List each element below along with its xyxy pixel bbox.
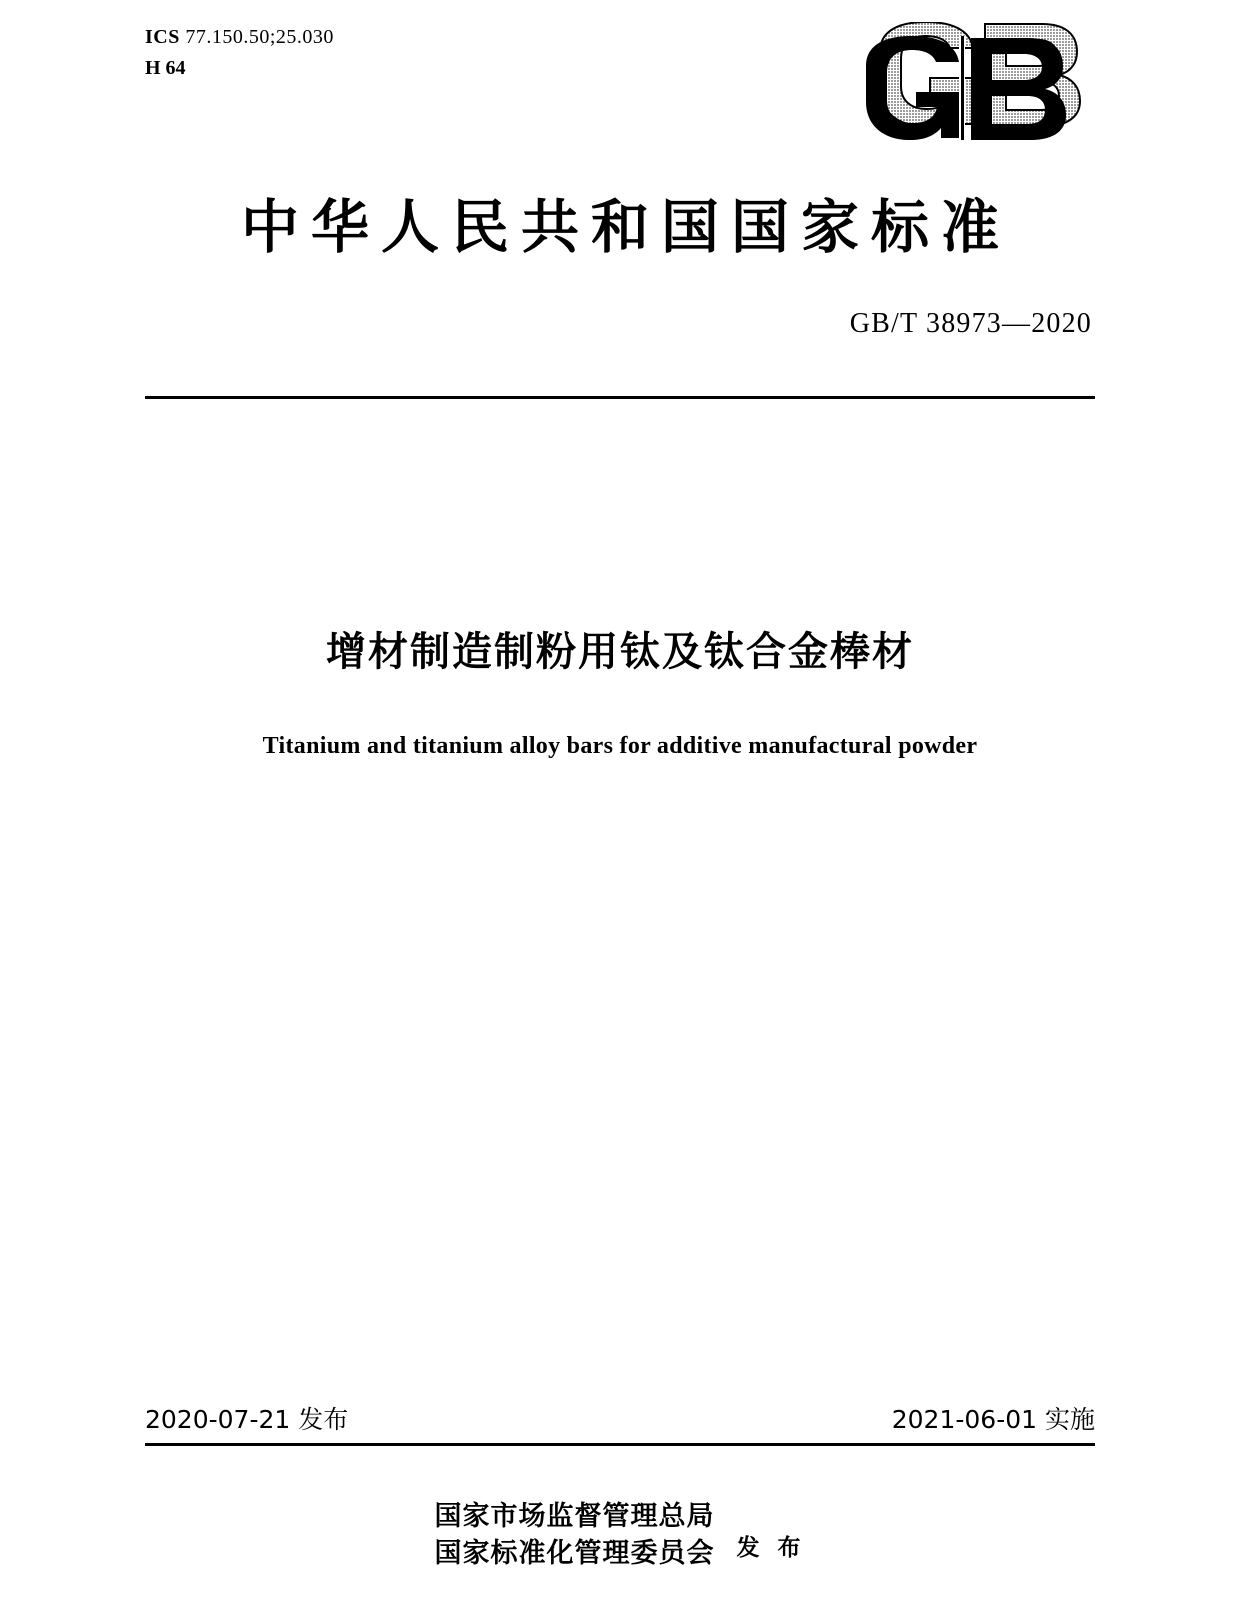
publisher-org-line-1: 国家市场监督管理总局 xyxy=(434,1501,715,1532)
publisher-block xyxy=(0,1498,1240,1573)
classification-code: H 64 xyxy=(145,57,186,79)
publisher-organizations xyxy=(434,1498,714,1573)
national-standard-title: 中华人民共和国国家标准 xyxy=(240,193,1011,261)
document-title-english: Titanium and titanium alloy bars for additive manufactural powder xyxy=(262,733,978,759)
header-divider xyxy=(145,396,1095,399)
ics-line xyxy=(145,24,334,51)
ics-value: 77.150.50;25.030 xyxy=(185,26,334,48)
publisher-verb: 发 布 xyxy=(736,1534,806,1561)
ics-block xyxy=(145,24,334,82)
standard-number: GB/T 38973—2020 xyxy=(849,308,1092,339)
issue-date: 2020-07-21 发布 xyxy=(145,1405,349,1434)
ics-label: ICS xyxy=(145,26,180,48)
gb-logo xyxy=(860,22,1090,172)
footer-divider xyxy=(145,1443,1095,1446)
implementation-date: 2021-06-01 实施 xyxy=(891,1405,1095,1434)
document-title-chinese: 增材制造制粉用钛及钛合金棒材 xyxy=(326,629,914,675)
publisher-org-line-2: 国家标准化管理委员会 xyxy=(434,1538,715,1570)
